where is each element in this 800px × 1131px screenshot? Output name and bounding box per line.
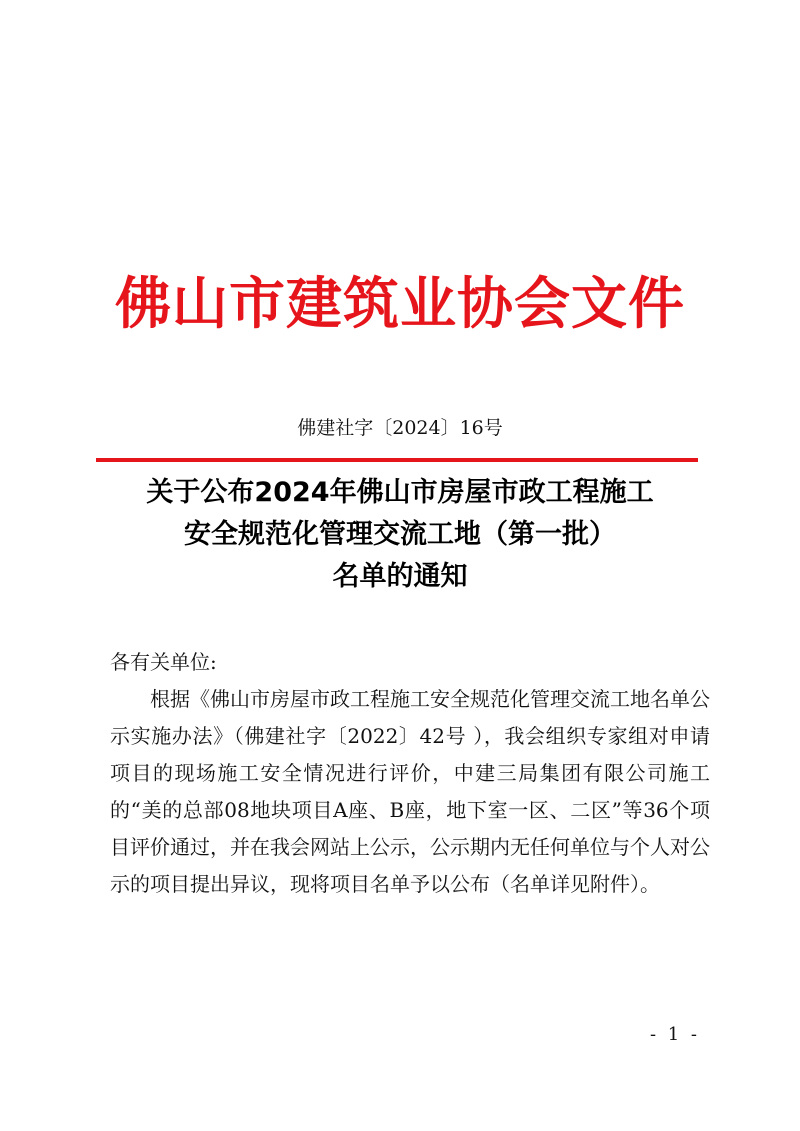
notice-title-line-3: 名单的通知 (332, 561, 468, 592)
document-number: 佛建社字〔2024〕16号 (297, 417, 503, 439)
notice-body (110, 644, 710, 903)
body-paragraph: 根据《佛山市房屋市政工程施工安全规范化管理交流工地名单公示实施办法》（佛建社字〔2022〕42号 ），我会组织专家组对申请项目的现场施工安全情况进行评价，中建三局集团有限公司施工的“美的总部08地块项目A座、B座，地下室一区、二区”等36个项目评价通过，并在我会网站上公示，公示期内无任何单位与个人对公示的项目提出异议，现将项目名单予以公布（名单详见附件）。 (110, 687, 710, 896)
issuing-organization-title: 佛山市建筑业协会文件 (115, 271, 685, 337)
notice-title-line-1: 关于公布2024年佛山市房屋市政工程施工 (146, 477, 654, 508)
red-separator-line (96, 458, 698, 462)
salutation: 各有关单位: (110, 650, 217, 674)
notice-title-line-2: 安全规范化管理交流工地（第一批） (184, 519, 616, 550)
page-number: - 1 - (649, 1024, 700, 1045)
notice-title (0, 472, 800, 598)
